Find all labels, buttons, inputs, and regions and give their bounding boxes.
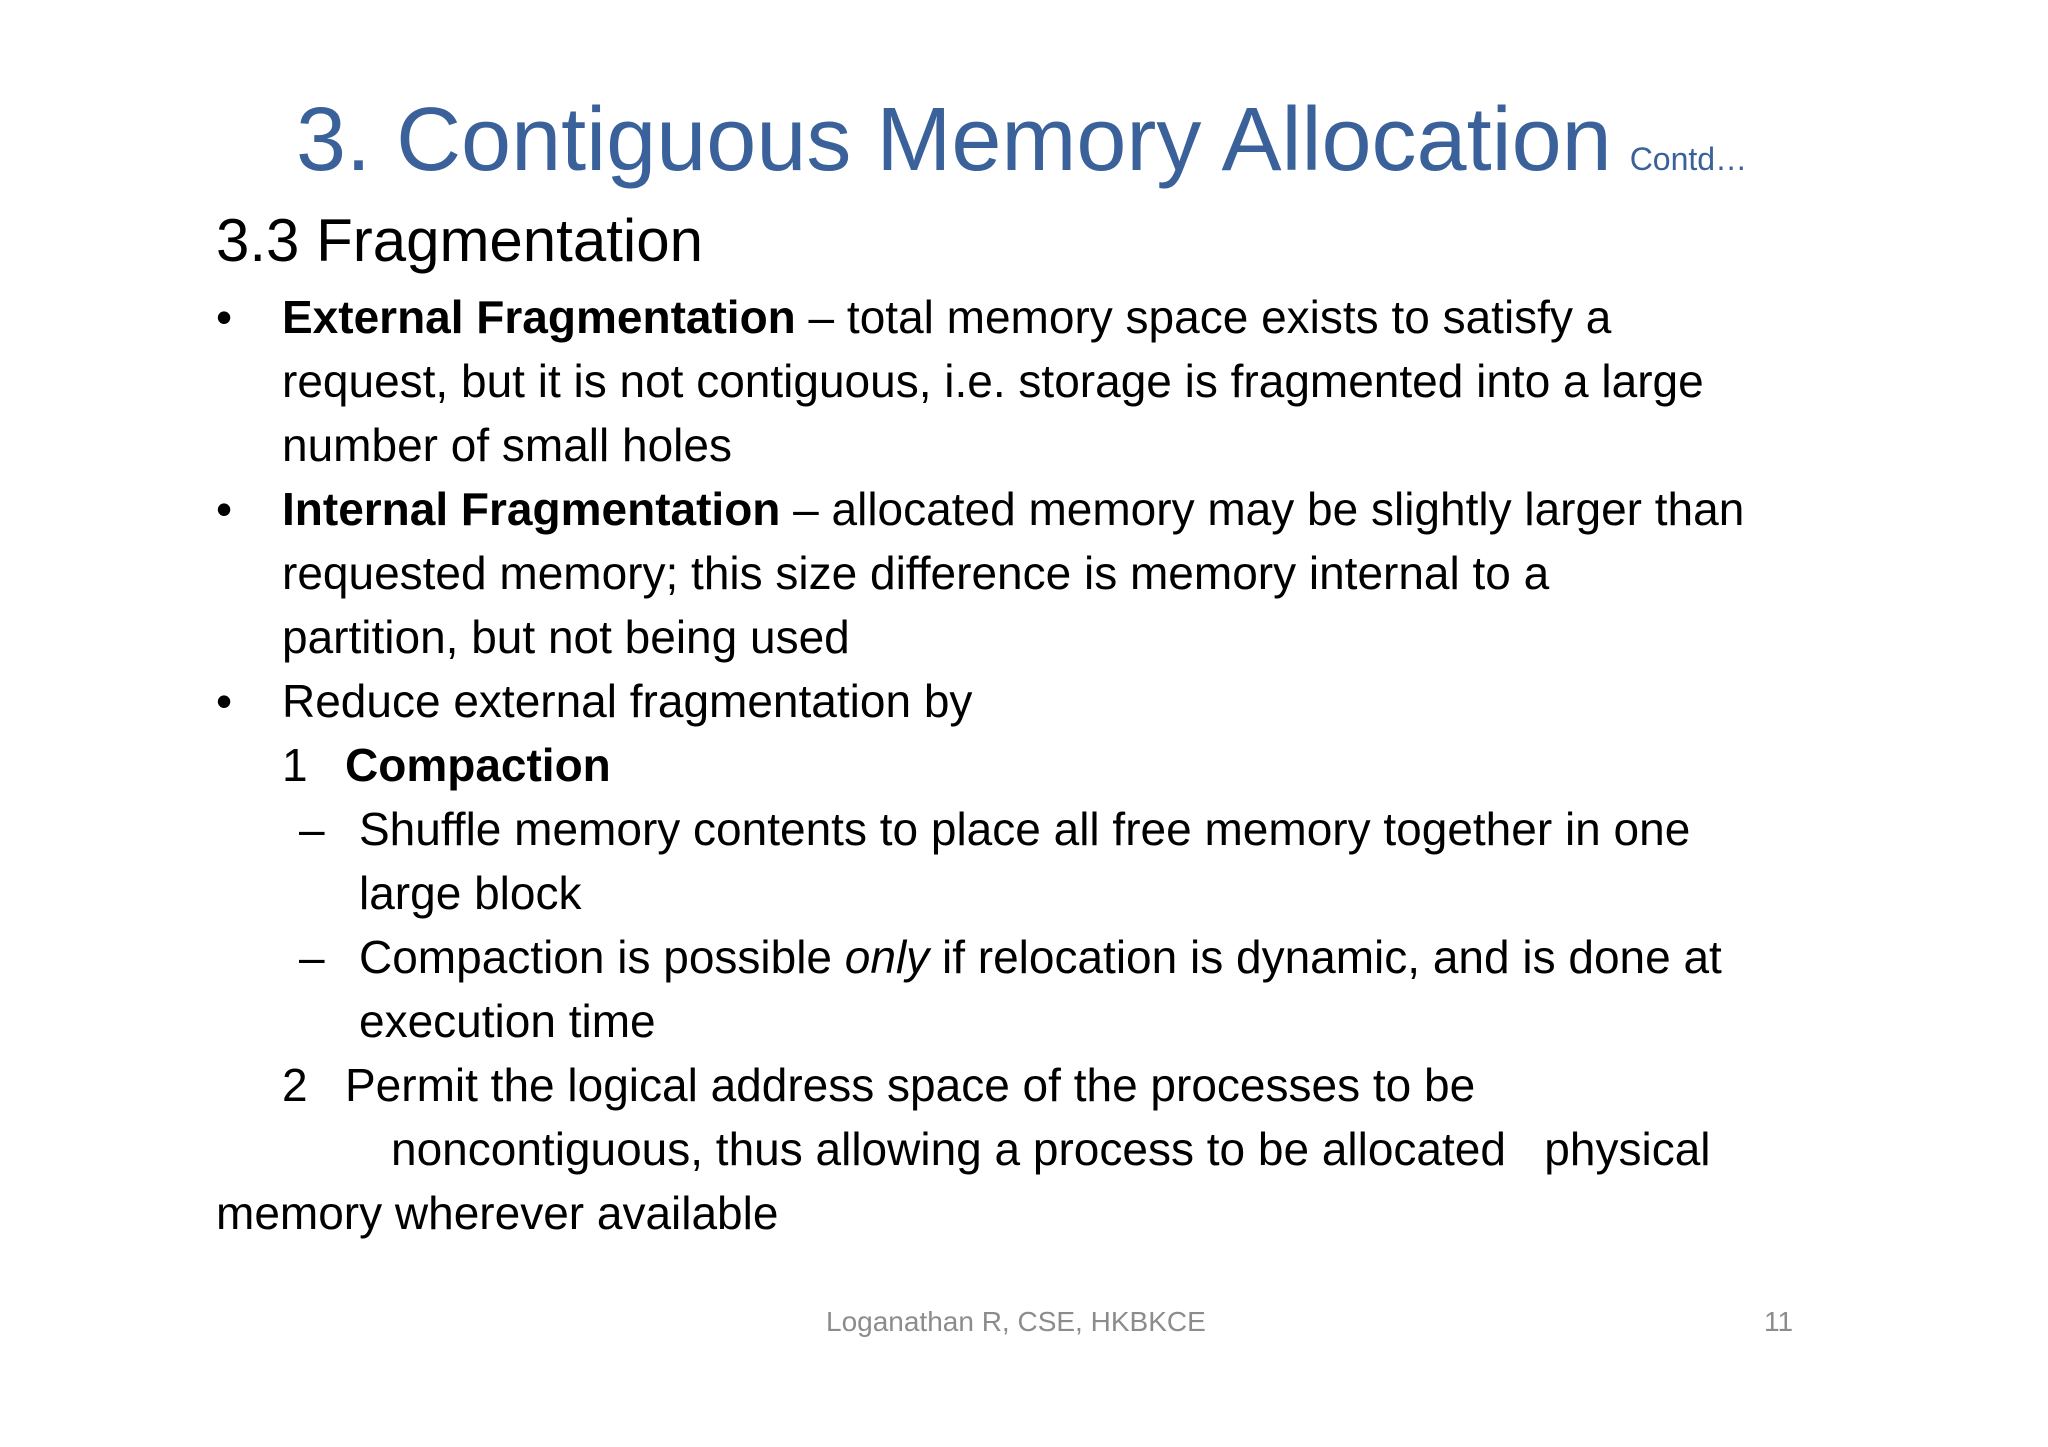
subitem-text-before: Compaction is possible [359, 931, 845, 983]
dash-bullet: – [299, 803, 325, 855]
page-number: 11 [1764, 1306, 1794, 1337]
title-main: 3. Contiguous Memory Allocation [296, 90, 1612, 190]
compaction-subitem-1-cont: large block [359, 867, 582, 919]
compaction-subitem-2 [216, 925, 1856, 989]
method-number: 2 [282, 1059, 308, 1111]
method-noncontiguous-cont-1: noncontiguous, thus allowing a process to be allocated physical [391, 1123, 1711, 1175]
subitem-text-after: if relocation is dynamic, and is done at [929, 931, 1722, 983]
bullet-internal-line-2: requested memory; this size difference is memory internal to a [282, 547, 1550, 599]
compaction-subitem-1 [216, 797, 1856, 861]
bullet-internal-line-3: partition, but not being used [282, 611, 850, 663]
method-noncontiguous-cont-2: memory wherever available [216, 1187, 779, 1239]
dash-bullet: – [299, 931, 325, 983]
bullet-external-line-2: request, but it is not contiguous, i.e. storage is fragmented into a large [282, 355, 1704, 407]
method-label: Compaction [345, 739, 611, 791]
method-number: 1 [282, 739, 308, 791]
bullet-text: – total memory space exists to satisfy a [795, 291, 1612, 343]
term-external-fragmentation: External Fragmentation [282, 291, 796, 343]
subitem-text: Shuffle memory contents to place all free memory together in one [359, 803, 1691, 855]
term-internal-fragmentation: Internal Fragmentation [282, 483, 781, 535]
emphasis-only: only [844, 931, 930, 983]
method-compaction [216, 733, 1116, 797]
bullet-dot: • [216, 291, 233, 343]
section-heading: 3.3 Fragmentation [216, 207, 703, 274]
slide-title [296, 80, 1747, 219]
title-contd: Contd… [1629, 141, 1748, 177]
compaction-subitem-2-cont: execution time [359, 995, 656, 1047]
bullet-text: – allocated memory may be slightly larger than [780, 483, 1745, 535]
bullet-text: Reduce external fragmentation by [282, 675, 973, 727]
bullet-external-line-3: number of small holes [282, 419, 732, 471]
bullet-dot: • [216, 483, 233, 535]
bullet-dot: • [216, 675, 233, 727]
footer-author: Loganathan R, CSE, HKBKCE [826, 1306, 1206, 1337]
method-noncontiguous [216, 1053, 1856, 1117]
method-text: Permit the logical address space of the processes to be [345, 1059, 1476, 1111]
